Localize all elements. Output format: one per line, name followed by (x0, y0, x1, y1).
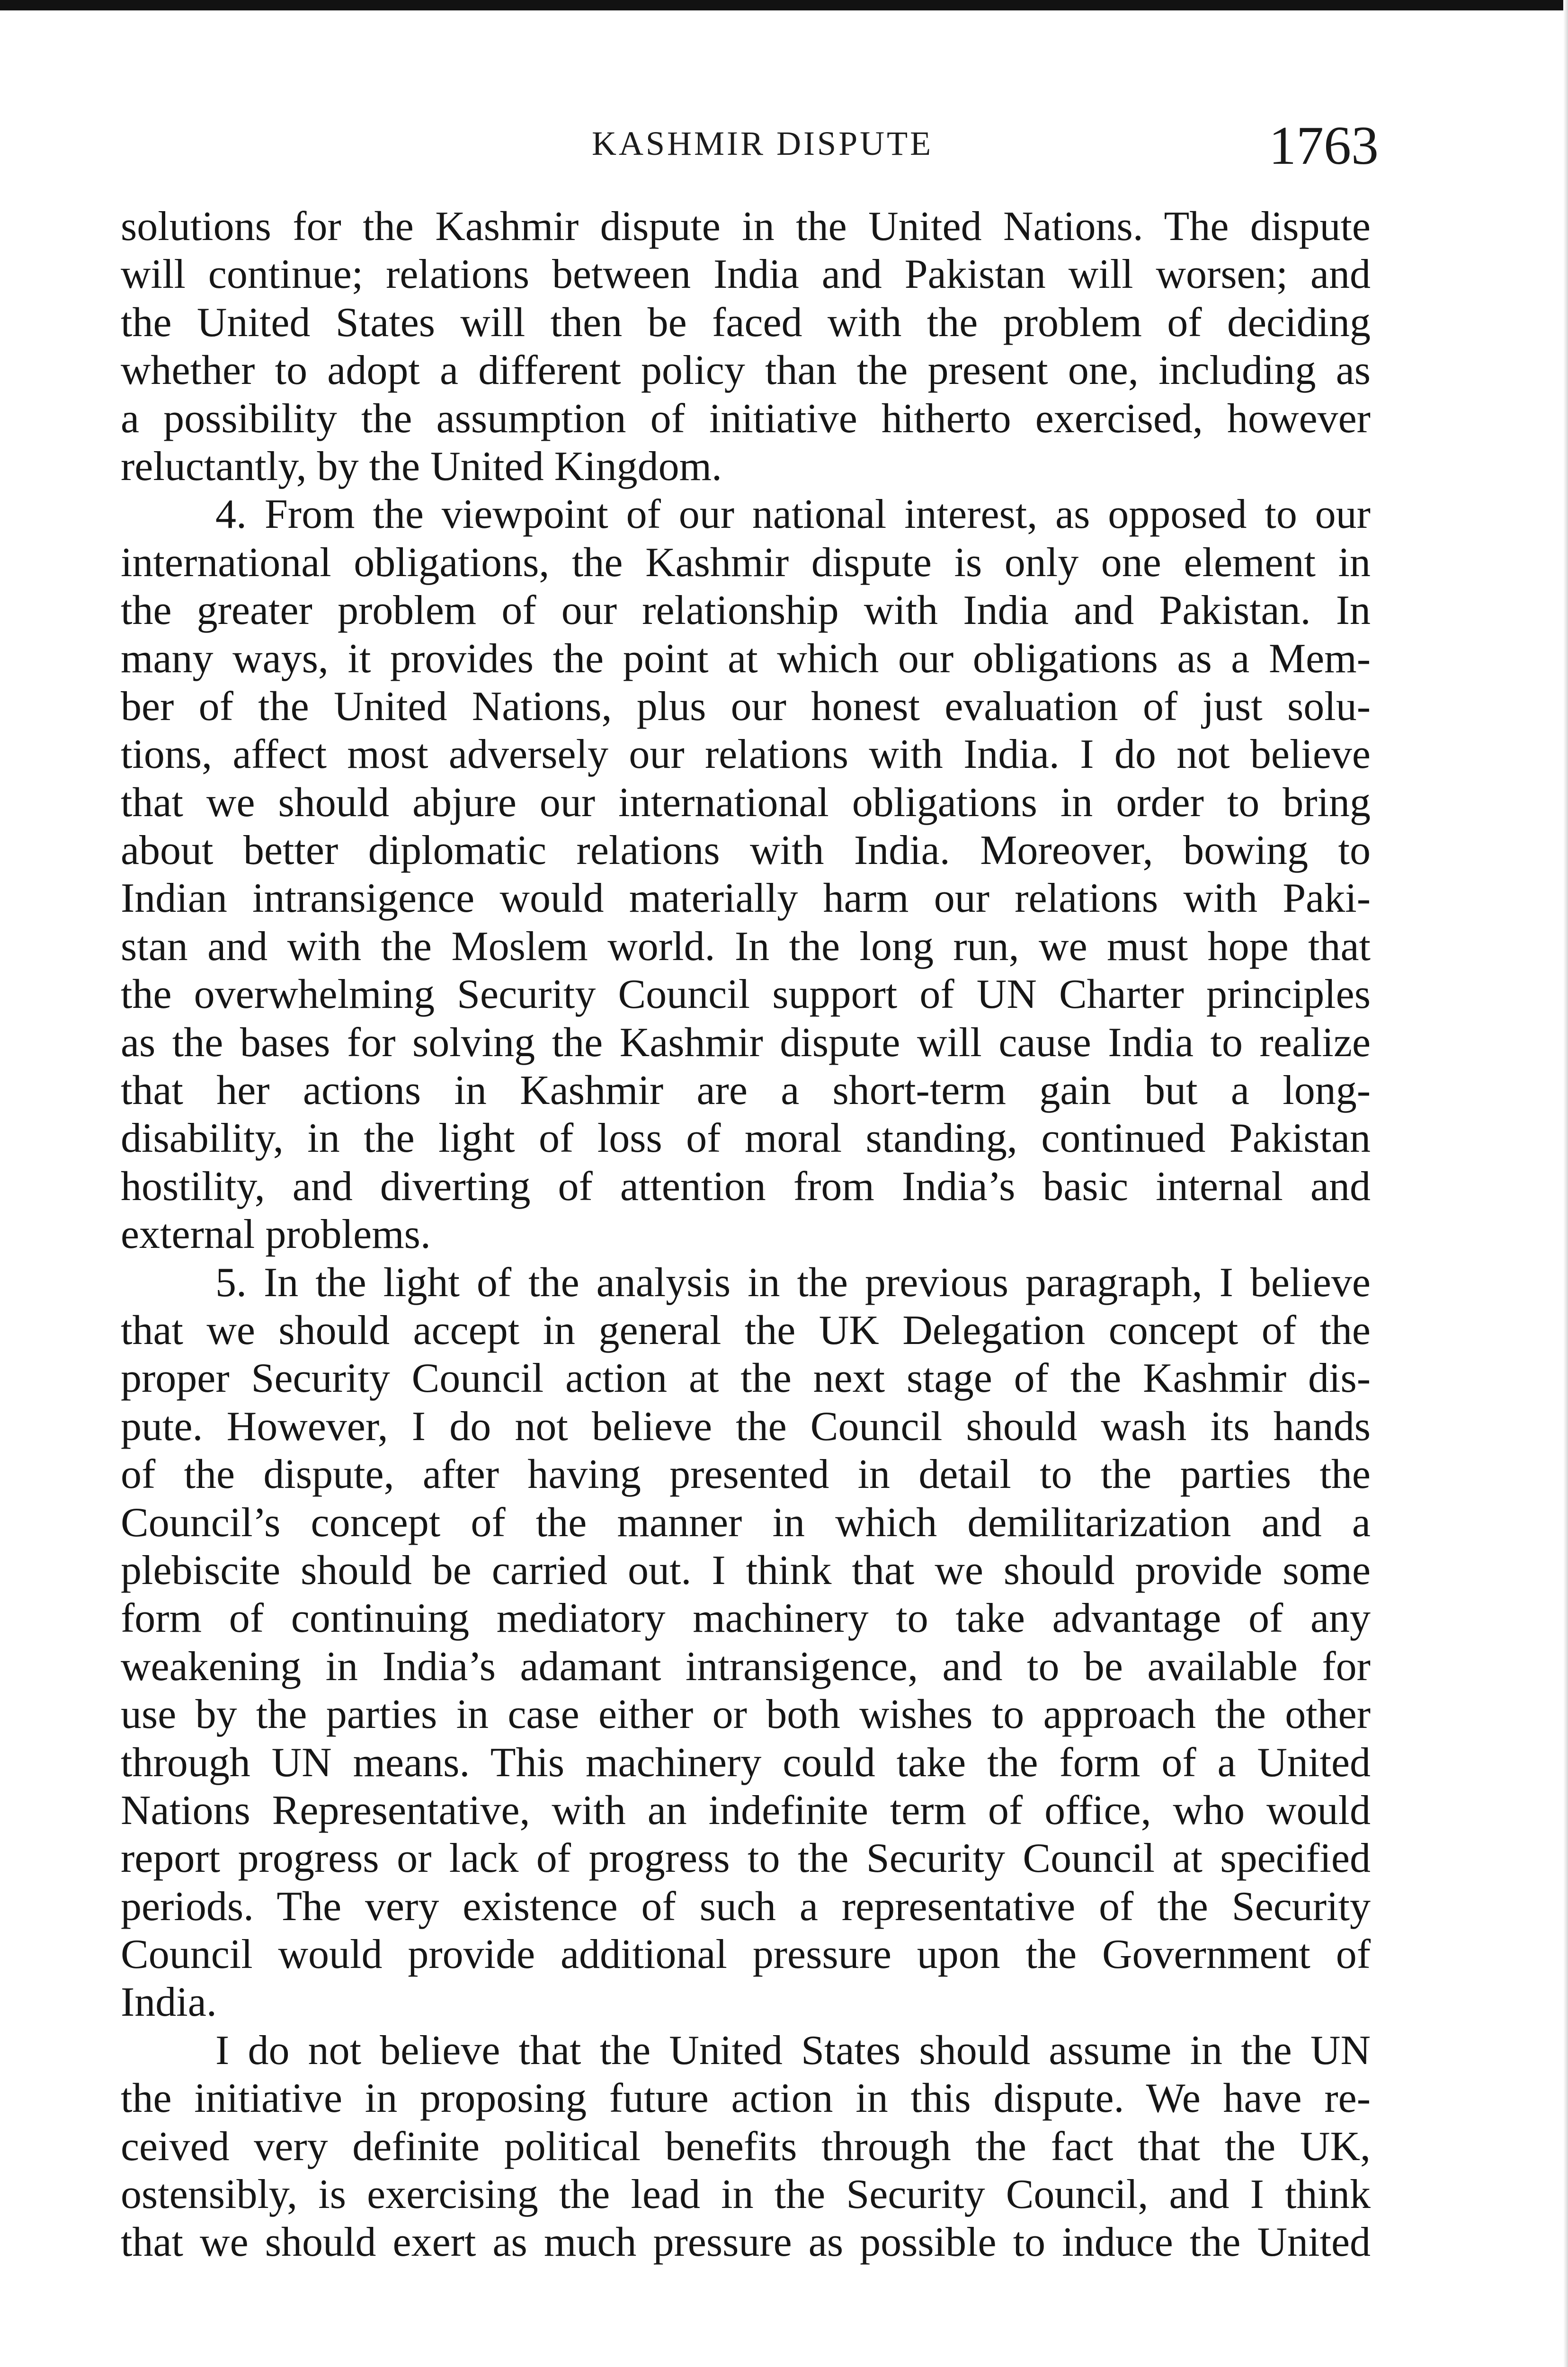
text-line: of the dispute, after having presented in detail to the parties the (121, 1451, 1371, 1498)
text-line: form of continuing mediatory machinery to take advantage of any (121, 1595, 1371, 1642)
top-scan-border (0, 0, 1568, 10)
text-line: external problems. (121, 1211, 431, 1258)
text-line: tions, affect most adversely our relations with India. I do not believe (121, 731, 1371, 778)
page-number: 1763 (1269, 116, 1379, 176)
text-line: through UN means. This machinery could take the form of a United (121, 1739, 1371, 1786)
body-text (121, 203, 1371, 2267)
text-line: pute. However, I do not believe the Council should wash its hands (121, 1403, 1371, 1450)
text-line: will continue; relations between India and Pakistan will worsen; and (121, 251, 1371, 298)
text-line: a possibility the assumption of initiative hitherto exercised, however (121, 395, 1371, 442)
text-line: the United States will then be faced with the problem of deciding (121, 299, 1371, 346)
text-line: as the bases for solving the Kashmir dispute will cause India to realize (121, 1019, 1371, 1066)
text-line: whether to adopt a different policy than the present one, including as (121, 347, 1371, 394)
text-line: solutions for the Kashmir dispute in the United Nations. The dispute (121, 204, 1371, 249)
text-line: stan and with the Moslem world. In the long run, we must hope that (121, 923, 1371, 970)
text-line: plebiscite should be carried out. I think that we should provide some (121, 1547, 1371, 1593)
running-head: KASHMIR DISPUTE (592, 125, 934, 162)
text-line: proper Security Council action at the next stage of the Kashmir dis- (121, 1355, 1371, 1402)
text-line: Council’s concept of the manner in which demilitarization and a (121, 1499, 1371, 1546)
text-line: the greater problem of our relationship with India and Pakistan. In (121, 587, 1371, 634)
right-scan-edge (1563, 0, 1568, 2367)
text-line: Council would provide additional pressure upon the Government of (121, 1931, 1371, 1978)
text-line: weakening in India’s adamant intransigence, and to be available for (121, 1643, 1371, 1690)
text-line: disability, in the light of loss of moral standing, continued Pakistan (121, 1115, 1371, 1162)
text-line: ber of the United Nations, plus our honest evaluation of just solu- (121, 683, 1371, 730)
text-line: report progress or lack of progress to the Security Council at specified (121, 1835, 1371, 1882)
text-line: that her actions in Kashmir are a short-term gain but a long- (121, 1068, 1371, 1114)
text-line: the initiative in proposing future action in this dispute. We have re- (121, 2075, 1371, 2122)
text-line: use by the parties in case either or both wishes to approach the other (121, 1691, 1371, 1738)
text-line: international obligations, the Kashmir dispute is only one element in (121, 539, 1371, 586)
text-line: ostensibly, is exercising the lead in the Security Council, and I think (121, 2171, 1371, 2218)
text-line: India. (121, 1979, 217, 2026)
text-line: about better diplomatic relations with India. Moreover, bowing to (121, 828, 1371, 874)
text-line: Indian intransigence would materially harm our relations with Paki- (121, 875, 1371, 922)
text-line: hostility, and diverting of attention from India’s basic internal and (121, 1163, 1371, 1210)
text-line: ceived very definite political benefits through the fact that the UK, (121, 2123, 1371, 2170)
paragraph-6-first-line: I do not believe that the United States should assume in the UN (215, 2027, 1371, 2073)
text-line: that we should abjure our international obligations in order to bring (121, 779, 1371, 826)
paragraph-5-first-line: 5. In the light of the analysis in the previous paragraph, I believe (215, 1259, 1371, 1306)
text-line: the overwhelming Security Council support of UN Charter principles (121, 971, 1371, 1018)
text-line: that we should accept in general the UK Delegation concept of the (121, 1307, 1371, 1353)
paragraph-4-first-line: 4. From the viewpoint of our national interest, as opposed to our (215, 491, 1371, 538)
text-line: reluctantly, by the United Kingdom. (121, 443, 722, 489)
text-line: Nations Representative, with an indefinite term of office, who would (121, 1787, 1371, 1833)
text-line: many ways, it provides the point at which our obligations as a Mem- (121, 635, 1371, 682)
text-line: that we should exert as much pressure as possible to induce the United (121, 2219, 1371, 2266)
text-line: periods. The very existence of such a representative of the Security (121, 1883, 1371, 1930)
